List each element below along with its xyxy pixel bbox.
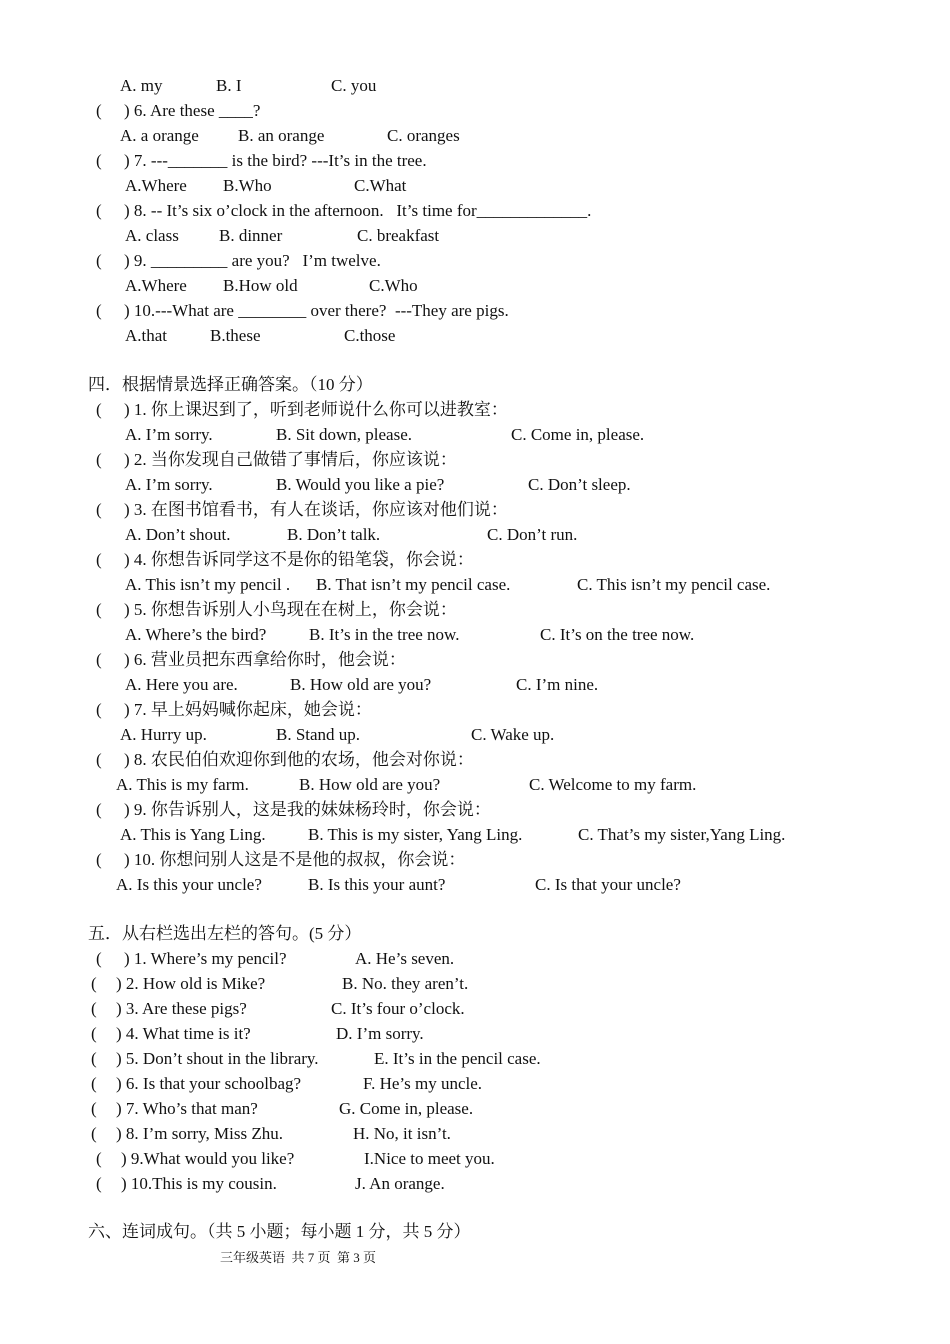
- question-stem: [0, 450, 950, 470]
- option-c: C. oranges: [387, 126, 460, 145]
- left-question: ) 2. How old is Mike?: [116, 974, 266, 993]
- matching-row: [0, 974, 950, 994]
- q10-stem: [0, 301, 950, 321]
- answer-bracket: (: [96, 450, 102, 469]
- answer-bracket: (: [91, 1074, 97, 1093]
- answer-bracket: (: [96, 750, 102, 769]
- option-b: B.these: [210, 326, 261, 345]
- section-heading-part5: 五．从右栏选出左栏的答句。(5 分）: [88, 924, 362, 943]
- answer-bracket: (: [91, 1099, 97, 1118]
- question-text: ) 9. 你告诉别人，这是我的妹妹杨玲时，你会说：: [124, 800, 491, 819]
- option-c: C. This isn’t my pencil case.: [577, 575, 771, 594]
- question-text: ) 10. 你想问别人这是不是他的叔叔，你会说：: [124, 850, 466, 869]
- answer-bracket: (: [91, 1049, 97, 1068]
- matching-row: [0, 1149, 950, 1169]
- answer-bracket: (: [96, 550, 102, 569]
- question-options: [0, 875, 950, 895]
- section-heading-part6: 六、连词成句。（共 5 小题；每小题 1 分，共 5 分）: [88, 1222, 471, 1241]
- option-a: A. Is this your uncle?: [116, 875, 262, 894]
- question-text: ) 10.---What are ________ over there? ---They are pigs.: [124, 301, 509, 320]
- left-question: ) 8. I’m sorry, Miss Zhu.: [116, 1124, 283, 1143]
- q9-options: [0, 276, 950, 296]
- question-text: ) 2. 当你发现自己做错了事情后，你应该说：: [124, 450, 457, 469]
- option-b: B. Would you like a pie?: [276, 475, 445, 494]
- left-question: ) 6. Is that your schoolbag?: [116, 1074, 302, 1093]
- answer-bracket: (: [96, 949, 102, 968]
- option-b: B. Stand up.: [276, 725, 361, 744]
- answer-bracket: (: [96, 650, 102, 669]
- question-options: [0, 625, 950, 645]
- option-c: C.those: [344, 326, 396, 345]
- option-a: A. This is Yang Ling.: [120, 825, 266, 844]
- matching-row: [0, 949, 950, 969]
- question-text: ) 7. ---_______ is the bird? ---It’s in the tree.: [124, 151, 427, 170]
- question-options: [0, 725, 950, 745]
- option-a: A. class: [125, 226, 179, 245]
- option-a: A. a orange: [120, 126, 199, 145]
- answer-bracket: (: [96, 800, 102, 819]
- option-c: C. Come in, please.: [511, 425, 645, 444]
- option-b: B.How old: [223, 276, 298, 295]
- question-stem: [0, 600, 950, 620]
- q6-stem: [0, 101, 950, 121]
- answer-bracket: (: [96, 500, 102, 519]
- option-c: C. That’s my sister,Yang Ling.: [578, 825, 786, 844]
- option-c: C. Welcome to my farm.: [529, 775, 697, 794]
- right-answer: A. He’s seven.: [355, 949, 455, 968]
- question-stem: [0, 550, 950, 570]
- q8-stem: [0, 201, 950, 221]
- matching-row: [0, 1024, 950, 1044]
- option-c: C. It’s on the tree now.: [540, 625, 695, 644]
- option-b: B. How old are you?: [290, 675, 432, 694]
- q7-stem: [0, 151, 950, 171]
- answer-bracket: (: [96, 1174, 102, 1193]
- left-question: ) 7. Who’s that man?: [116, 1099, 258, 1118]
- option-a: A. Where’s the bird?: [125, 625, 267, 644]
- answer-bracket: (: [91, 999, 97, 1018]
- question-stem: [0, 850, 950, 870]
- left-question: ) 3. Are these pigs?: [116, 999, 247, 1018]
- option-c: C. Is that your uncle?: [535, 875, 681, 894]
- answer-bracket: (: [96, 1149, 102, 1168]
- left-question: ) 4. What time is it?: [116, 1024, 251, 1043]
- right-answer: E. It’s in the pencil case.: [374, 1049, 541, 1068]
- option-b: B. How old are you?: [299, 775, 441, 794]
- answer-bracket: (: [96, 400, 102, 419]
- question-text: ) 7. 早上妈妈喊你起床，她会说：: [124, 700, 372, 719]
- option-a: A. This is my farm.: [116, 775, 249, 794]
- right-answer: C. It’s four o’clock.: [331, 999, 465, 1018]
- answer-bracket: (: [96, 251, 102, 270]
- option-b: B. This is my sister, Yang Ling.: [308, 825, 523, 844]
- question-text: ) 3. 在图书馆看书，有人在谈话，你应该对他们说：: [124, 500, 508, 519]
- question-text: ) 6. Are these ____?: [124, 101, 261, 120]
- question-stem: [0, 500, 950, 520]
- answer-bracket: (: [91, 974, 97, 993]
- answer-bracket: (: [96, 850, 102, 869]
- answer-bracket: (: [96, 301, 102, 320]
- option-c: C. Don’t run.: [487, 525, 578, 544]
- left-question: ) 10.This is my cousin.: [121, 1174, 277, 1193]
- left-question: ) 1. Where’s my pencil?: [124, 949, 287, 968]
- q6-options: [0, 126, 950, 146]
- option-a: A. Don’t shout.: [125, 525, 231, 544]
- question-text: ) 4. 你想告诉同学这不是你的铅笔袋，你会说：: [124, 550, 474, 569]
- question-options: [0, 675, 950, 695]
- matching-row: [0, 1174, 950, 1194]
- option-c: C.What: [354, 176, 407, 195]
- option-b: B. Is this your aunt?: [308, 875, 446, 894]
- question-options: [0, 525, 950, 545]
- option-a: A. This isn’t my pencil .: [125, 575, 291, 594]
- option-b: B.Who: [223, 176, 272, 195]
- question-stem: [0, 800, 950, 820]
- option-a: A. Hurry up.: [120, 725, 207, 744]
- question-text: ) 9. _________ are you? I’m twelve.: [124, 251, 381, 270]
- right-answer: J. An orange.: [355, 1174, 445, 1193]
- answer-bracket: (: [96, 201, 102, 220]
- question-stem: [0, 750, 950, 770]
- matching-row: [0, 999, 950, 1019]
- question-stem: [0, 700, 950, 720]
- option-c: C. Don’t sleep.: [528, 475, 631, 494]
- right-answer: I.Nice to meet you.: [364, 1149, 495, 1168]
- page-footer: 三年级英语 共 7 页 第 3 页: [220, 1250, 377, 1265]
- option-a: A. I’m sorry.: [125, 425, 213, 444]
- question-text: ) 5. 你想告诉别人小鸟现在在树上，你会说：: [124, 600, 457, 619]
- option-c: C. breakfast: [357, 226, 440, 245]
- answer-bracket: (: [91, 1024, 97, 1043]
- q8-options: [0, 226, 950, 246]
- matching-row: [0, 1074, 950, 1094]
- option-a: A. Here you are.: [125, 675, 238, 694]
- option-a: A.that: [125, 326, 168, 345]
- option-c: C.Who: [369, 276, 418, 295]
- right-answer: F. He’s my uncle.: [363, 1074, 483, 1093]
- q9-stem: [0, 251, 950, 271]
- question-options: [0, 825, 950, 845]
- q10-options: [0, 326, 950, 346]
- right-answer: G. Come in, please.: [339, 1099, 474, 1118]
- right-answer: D. I’m sorry.: [336, 1024, 424, 1043]
- matching-row: [0, 1124, 950, 1144]
- option-b: B. Don’t talk.: [287, 525, 381, 544]
- question-text: ) 6. 营业员把东西拿给你时，他会说：: [124, 650, 406, 669]
- option-a: A.Where: [125, 276, 187, 295]
- option-c: C. you: [331, 76, 377, 95]
- left-question: ) 5. Don’t shout in the library.: [116, 1049, 319, 1068]
- q5-options: [0, 76, 950, 96]
- question-options: [0, 775, 950, 795]
- question-options: [0, 475, 950, 495]
- matching-row: [0, 1049, 950, 1069]
- right-answer: B. No. they aren’t.: [342, 974, 469, 993]
- option-b: B. dinner: [219, 226, 283, 245]
- question-options: [0, 575, 950, 595]
- option-b: B. I: [216, 76, 242, 95]
- question-stem: [0, 400, 950, 420]
- answer-bracket: (: [96, 101, 102, 120]
- question-text: ) 1. 你上课迟到了，听到老师说什么你可以进教室：: [124, 400, 508, 419]
- question-text: ) 8. 农民伯伯欢迎你到他的农场，他会对你说：: [124, 750, 474, 769]
- q7-options: [0, 176, 950, 196]
- option-b: B. Sit down, please.: [276, 425, 412, 444]
- matching-row: [0, 1099, 950, 1119]
- answer-bracket: (: [96, 600, 102, 619]
- section-heading-part4: 四．根据情景选择正确答案。（10 分）: [88, 375, 373, 394]
- right-answer: H. No, it isn’t.: [353, 1124, 451, 1143]
- question-text: ) 8. -- It’s six o’clock in the afternoon. It’s time for_____________.: [124, 201, 592, 220]
- answer-bracket: (: [91, 1124, 97, 1143]
- option-c: C. I’m nine.: [516, 675, 599, 694]
- option-c: C. Wake up.: [471, 725, 555, 744]
- option-a: A.Where: [125, 176, 187, 195]
- option-b: B. It’s in the tree now.: [309, 625, 460, 644]
- question-options: [0, 425, 950, 445]
- option-a: A. I’m sorry.: [125, 475, 213, 494]
- left-question: ) 9.What would you like?: [121, 1149, 295, 1168]
- option-b: B. an orange: [238, 126, 325, 145]
- answer-bracket: (: [96, 151, 102, 170]
- answer-bracket: (: [96, 700, 102, 719]
- option-a: A. my: [120, 76, 163, 95]
- question-stem: [0, 650, 950, 670]
- option-b: B. That isn’t my pencil case.: [316, 575, 511, 594]
